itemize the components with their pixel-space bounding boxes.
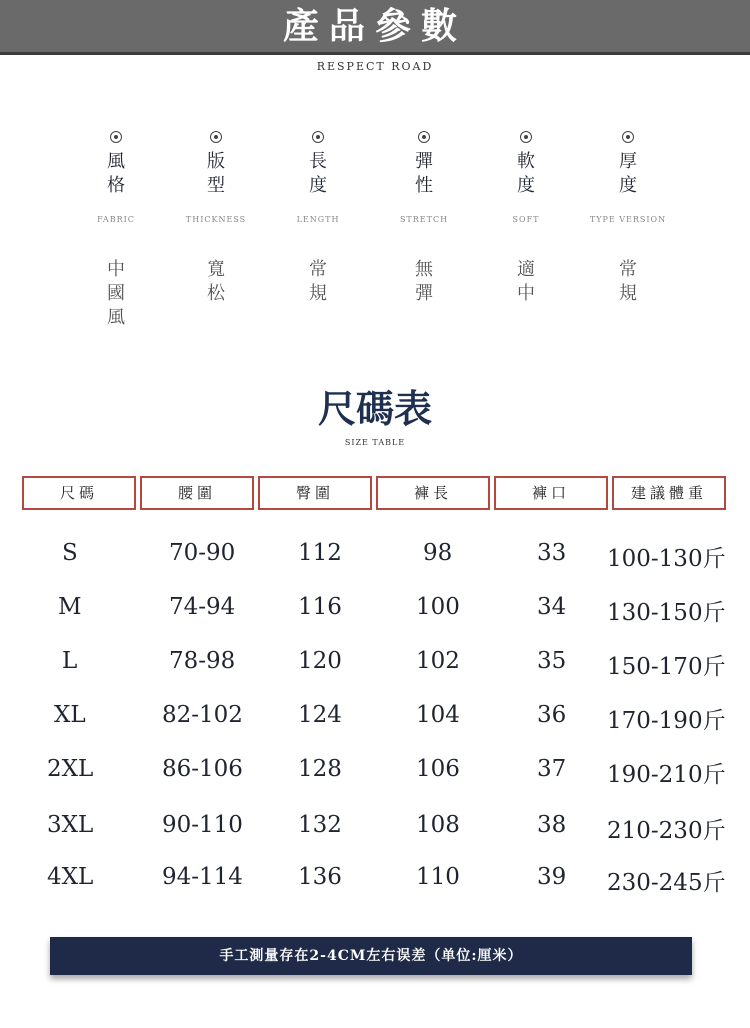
table-cell: 70-90 (169, 540, 236, 566)
param-label-en: LENGTH (296, 215, 340, 224)
table-cell: 112 (298, 540, 342, 566)
size-table-header: 臀圍 (258, 476, 372, 510)
table-cell: 104 (416, 702, 460, 728)
param-value: 常規 (619, 259, 637, 304)
table-cell: M (58, 594, 82, 620)
param-marker-icon (418, 131, 430, 143)
page-subtitle: RESPECT ROAD (316, 60, 434, 73)
table-cell: 150-170斤 (607, 654, 726, 680)
param-label: 軟度 (517, 151, 535, 196)
param-value: 中國風 (107, 259, 125, 328)
size-table-title: 尺碼表 (317, 386, 432, 431)
table-cell: 94-114 (162, 864, 243, 890)
table-cell: 38 (537, 812, 567, 838)
table-cell: 100-130斤 (607, 546, 726, 572)
table-cell: 116 (298, 594, 342, 620)
size-table-header: 尺碼 (22, 476, 136, 510)
size-table-header: 褲口 (494, 476, 608, 510)
table-cell: 210-230斤 (607, 818, 726, 844)
table-cell: 128 (298, 756, 342, 782)
table-cell: 98 (423, 540, 453, 566)
param-label-en: FABRIC (97, 215, 135, 224)
table-cell: 130-150斤 (607, 600, 726, 626)
param-label: 彈性 (415, 151, 433, 196)
size-table-header: 褲長 (376, 476, 490, 510)
table-cell: 74-94 (169, 594, 236, 620)
param-label-en: STRETCH (399, 215, 449, 224)
param-label-en: TYPE VERSION (589, 215, 667, 224)
param-marker-icon (312, 131, 324, 143)
table-cell: 34 (537, 594, 567, 620)
table-cell: 37 (537, 756, 567, 782)
size-table-subtitle: SIZE TABLE (344, 438, 406, 447)
table-cell: 2XL (47, 756, 94, 782)
param-marker-icon (622, 131, 634, 143)
param-label: 風格 (107, 151, 125, 196)
table-cell: 35 (537, 648, 567, 674)
table-cell: 120 (298, 648, 342, 674)
table-cell: 78-98 (169, 648, 236, 674)
table-cell: 3XL (47, 812, 94, 838)
table-cell: L (62, 648, 78, 674)
param-value: 無彈 (415, 259, 433, 304)
table-cell: S (62, 540, 78, 566)
param-marker-icon (210, 131, 222, 143)
measurement-note: 手工測量存在2-4CM左右误差（单位:厘米） (50, 937, 692, 975)
table-cell: XL (54, 702, 86, 728)
param-label-en: SOFT (512, 215, 540, 224)
table-cell: 82-102 (162, 702, 243, 728)
table-cell: 170-190斤 (607, 708, 726, 734)
param-label: 版型 (207, 151, 225, 196)
size-table-header: 腰圍 (140, 476, 254, 510)
page-title: 產品參數 (282, 5, 467, 47)
param-label-en: THICKNESS (185, 215, 247, 224)
table-cell: 33 (537, 540, 567, 566)
size-table-header: 建議體重 (612, 476, 726, 510)
table-cell: 86-106 (162, 756, 243, 782)
param-label: 厚度 (619, 151, 637, 196)
table-cell: 136 (298, 864, 342, 890)
table-cell: 190-210斤 (607, 762, 726, 788)
param-label: 長度 (309, 151, 327, 196)
param-value: 常規 (309, 259, 327, 304)
table-cell: 230-245斤 (607, 870, 726, 896)
table-cell: 36 (537, 702, 567, 728)
table-cell: 108 (416, 812, 460, 838)
table-cell: 106 (416, 756, 460, 782)
param-value: 寬松 (207, 259, 225, 304)
table-cell: 100 (416, 594, 460, 620)
table-cell: 102 (416, 648, 460, 674)
table-cell: 90-110 (162, 812, 243, 838)
table-cell: 124 (298, 702, 342, 728)
table-cell: 110 (416, 864, 460, 890)
table-cell: 132 (298, 812, 342, 838)
table-cell: 4XL (47, 864, 94, 890)
param-value: 適中 (517, 259, 535, 304)
table-cell: 39 (537, 864, 567, 890)
param-marker-icon (520, 131, 532, 143)
param-marker-icon (110, 131, 122, 143)
